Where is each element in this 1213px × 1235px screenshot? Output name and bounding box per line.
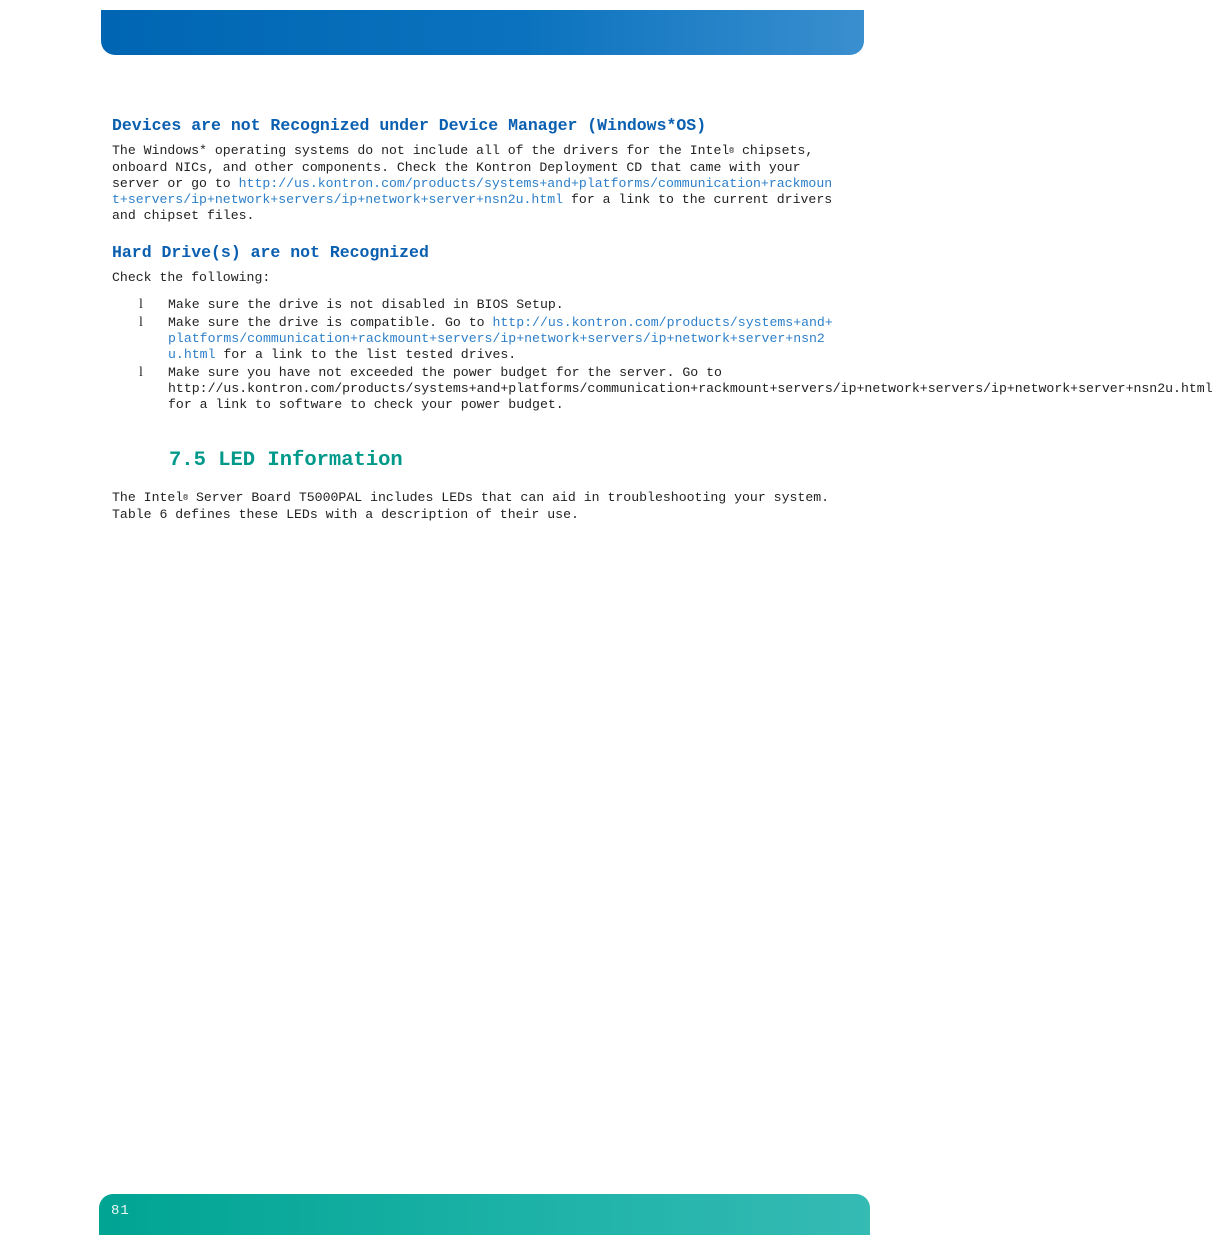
registered-mark: ® bbox=[183, 494, 189, 503]
body-text: The Windows* operating systems do not include all of the drivers for the Intel bbox=[112, 143, 730, 158]
bullet-glyph: l bbox=[139, 315, 143, 330]
footer-banner bbox=[99, 1194, 870, 1235]
list-item bbox=[112, 297, 837, 313]
body-text: Server Board T5000PAL includes LEDs that can aid in troubleshooting your system. Table 6 defines these LEDs with a description of their use. bbox=[112, 490, 830, 522]
page-content bbox=[112, 116, 1213, 523]
section-heading-led-information: 7.5 LED Information bbox=[169, 449, 403, 472]
header-banner bbox=[101, 10, 864, 55]
list-item bbox=[112, 315, 837, 363]
bullet-glyph: l bbox=[139, 297, 143, 312]
section-body-devices bbox=[112, 143, 837, 224]
list-item bbox=[112, 365, 1213, 413]
section-title-devices-not-recognized: Devices are not Recognized under Device Manager (Windows*OS) bbox=[112, 116, 707, 135]
body-text: The Intel bbox=[112, 490, 184, 505]
section-intro-check: Check the following: bbox=[112, 270, 271, 285]
kontron-drivers-link[interactable]: http://us.kontron.com/products/systems+and+platforms/communication+rackmount+servers/ip+network+servers/ip+network+server+nsn2u.html bbox=[112, 176, 833, 207]
registered-mark: ® bbox=[729, 147, 735, 156]
body-text: for a link to the current drivers and chipset files. bbox=[112, 192, 833, 223]
list-item-text: Make sure you have not exceeded the power budget for the server. Go to http://us.kontron.com/products/systems+and+platforms/communication+rackmount+servers/ip+network+servers/ip+network+server+nsn2u.html for a link to software to check your power budget. bbox=[168, 365, 1213, 412]
kontron-tested-drives-link[interactable]: http://us.kontron.com/products/systems+and+platforms/communication+rackmount+servers/ip+network+servers/ip+network+server+nsn2u.html bbox=[168, 315, 833, 362]
section-body-led bbox=[112, 490, 837, 523]
bullet-glyph: l bbox=[139, 365, 143, 380]
list-item-text: Make sure the drive is not disabled in BIOS Setup. bbox=[168, 297, 564, 312]
hard-drive-checklist bbox=[112, 297, 1213, 413]
body-text: chipsets, onboard NICs, and other components. Check the Kontron Deployment CD that came with your server or go to bbox=[112, 143, 814, 191]
section-title-hard-drives: Hard Drive(s) are not Recognized bbox=[112, 243, 429, 262]
page-number: 81 bbox=[111, 1203, 130, 1219]
list-item-text: Make sure the drive is compatible. Go to bbox=[168, 315, 493, 330]
list-item-text: for a link to the list tested drives. bbox=[215, 347, 517, 362]
